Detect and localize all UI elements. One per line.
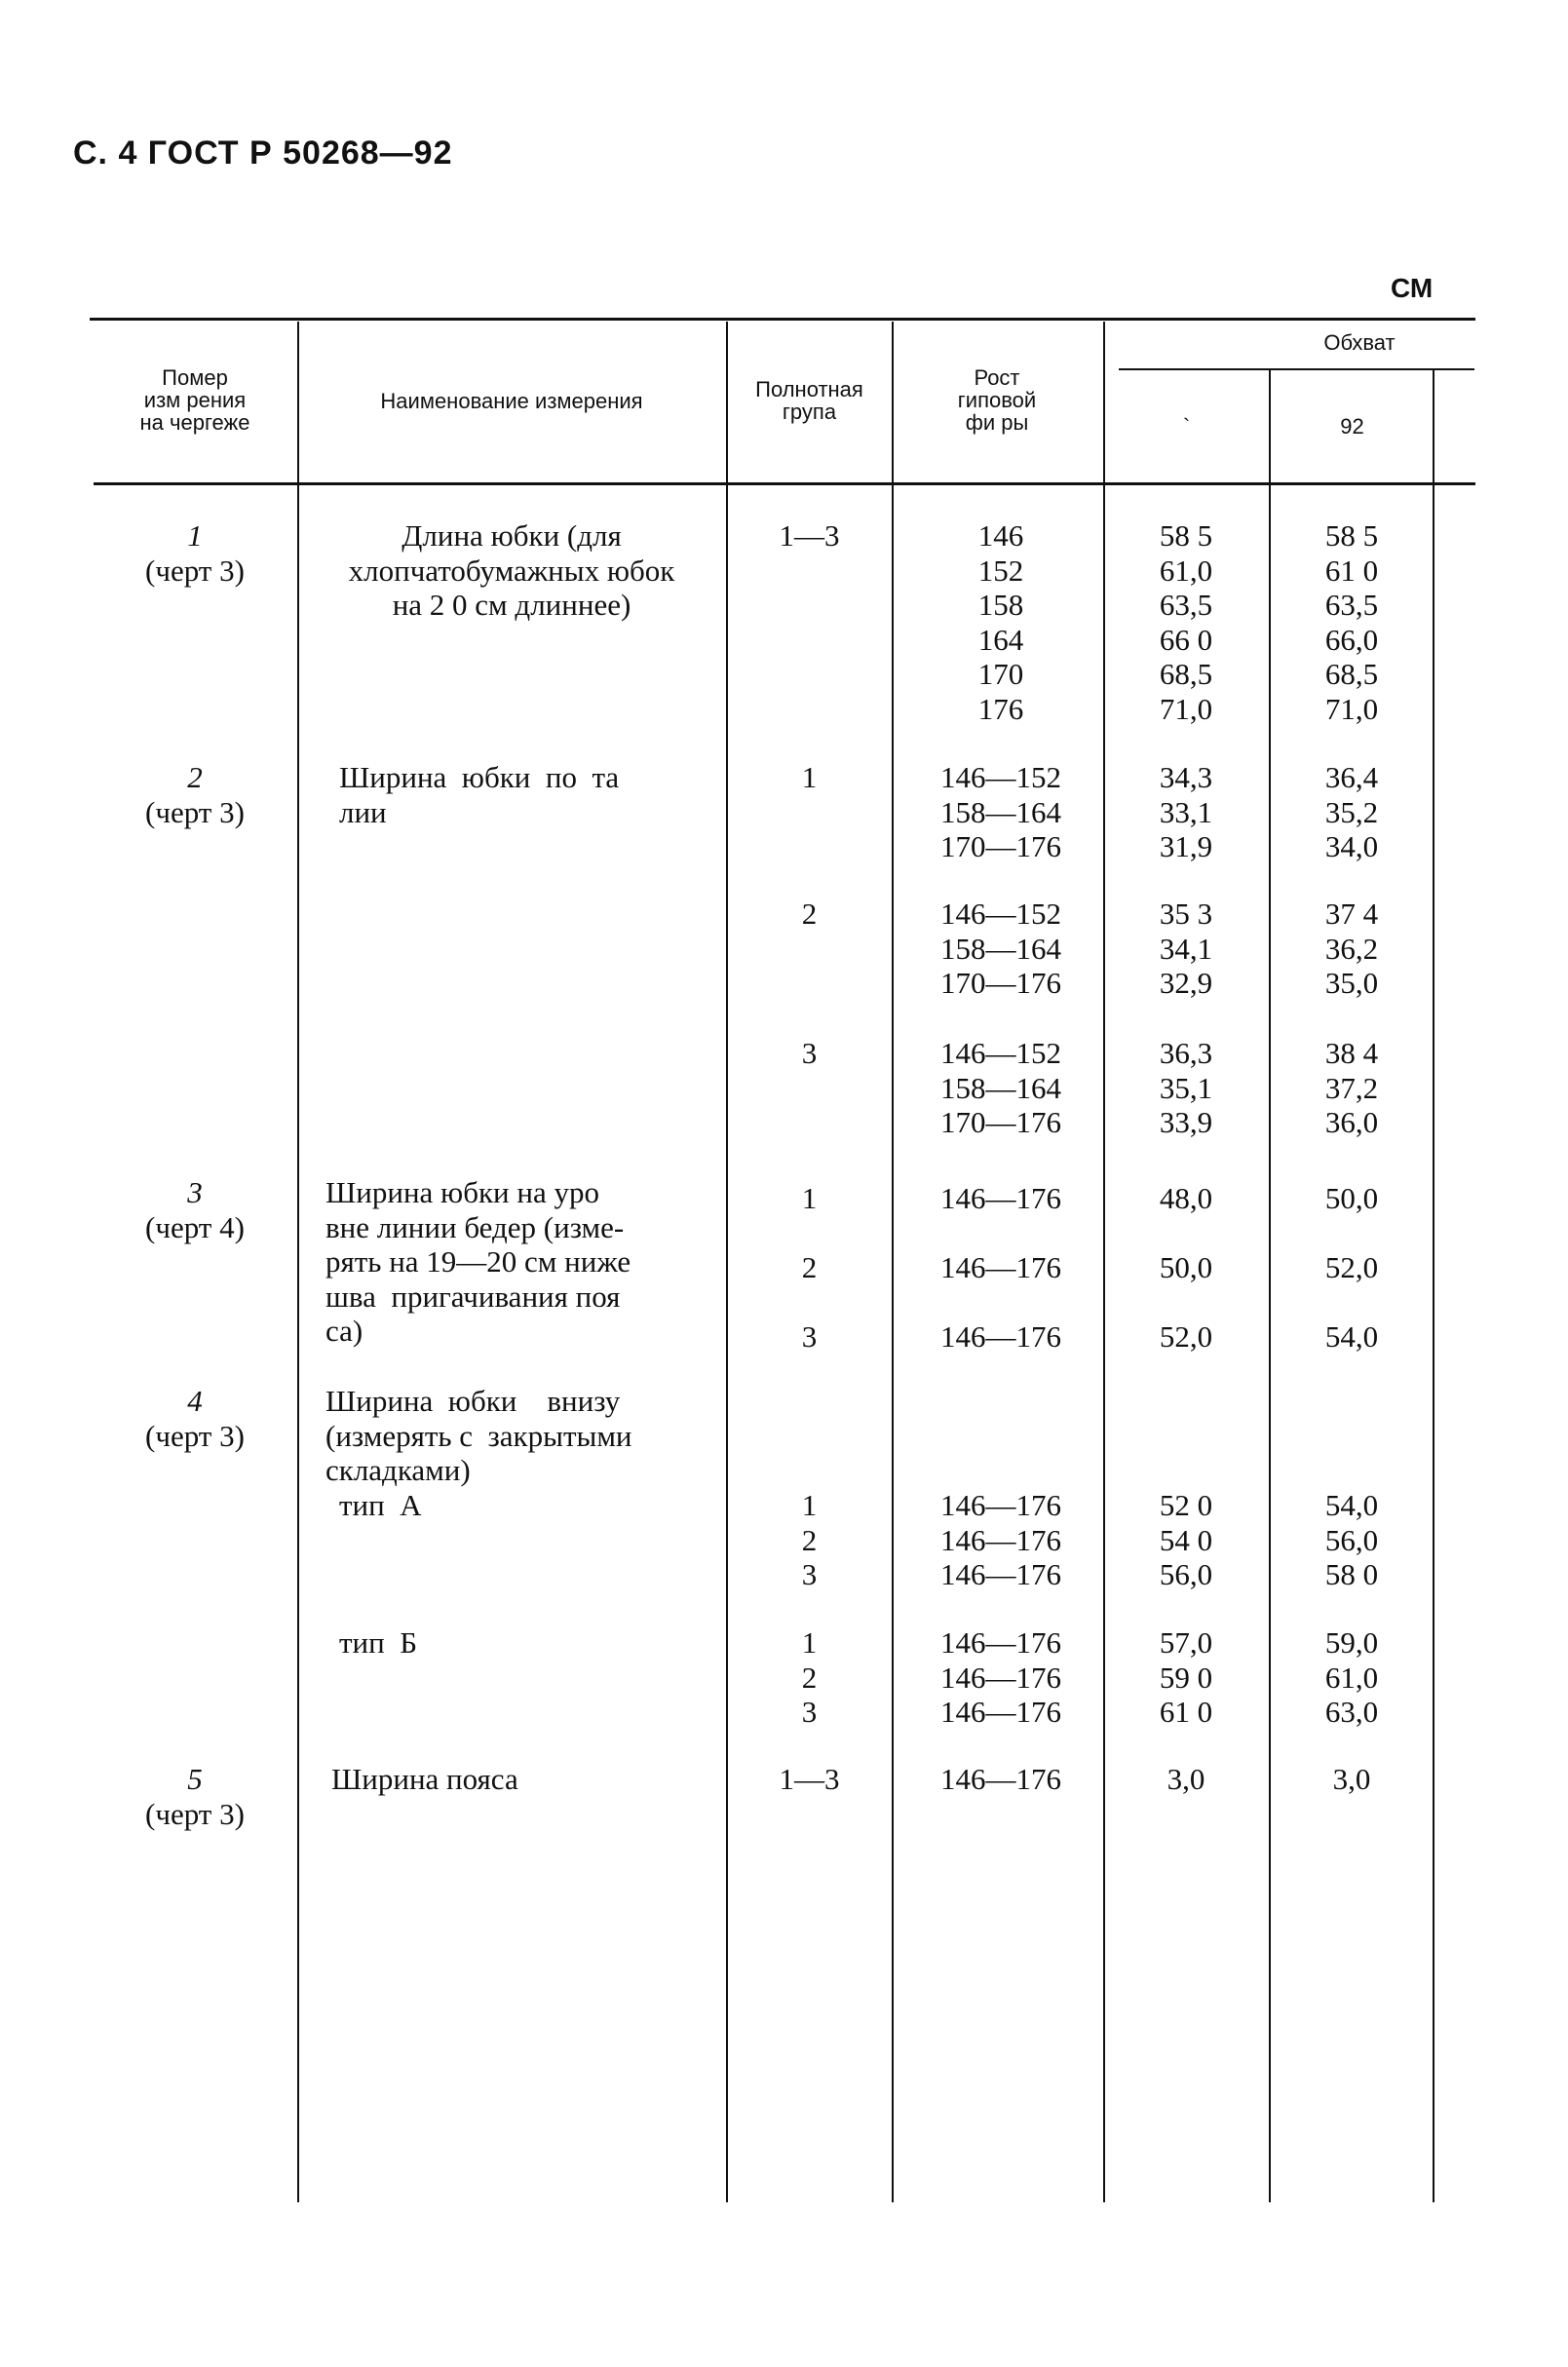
row-1-group: 1—3 [779, 518, 840, 553]
row-5-num [97, 1762, 292, 1831]
page-header: С. 4 ГОСТ Р 50268—92 [73, 134, 453, 172]
row-5-number: 5 [187, 1762, 203, 1796]
col-divider-3 [892, 322, 894, 2202]
row-3-number: 3 [187, 1175, 203, 1209]
row-2g3-heights: 146—152 158—164 170—176 [940, 1036, 1061, 1139]
row-3-num [97, 1175, 292, 1244]
row-4-num [97, 1384, 292, 1453]
row-3-name: Ширина юбки на уро вне линии бедер (изме- рять на 19—20 см ниже шва пригачивания поя са) [325, 1175, 631, 1348]
col-divider-2 [726, 322, 728, 2202]
row-4-name: Ширина юбки внизу (измерять с закрытыми складками) [325, 1384, 632, 1487]
row-2g2-heights: 146—152 158—164 170—176 [940, 897, 1061, 1000]
row-1-name: Длина юбки (для хлопчатобумажных юбок на 2 0 см длиннее) [348, 518, 675, 622]
row-4-values-b: 54,0 56,0 58 0 [1324, 1488, 1379, 1591]
row-5-values-b: 3,0 [1332, 1762, 1371, 1796]
row-4b-heights: 146—176 146—176 146—176 [940, 1625, 1061, 1729]
row-4-heights: 146—176 146—176 146—176 [940, 1488, 1061, 1591]
row-3-heights: 146—176 146—176 146—176 [940, 1181, 1061, 1354]
row-2-values-a: 34,3 33,1 31,9 [1159, 760, 1213, 863]
row-2-ref: (черт 3) [145, 794, 245, 829]
col-header-height: Рост гиповой фи ры [957, 365, 1037, 435]
row-3-group: 1 2 3 [801, 1181, 818, 1354]
row-2-values-b: 36,4 35,2 34,0 [1324, 760, 1379, 863]
row-4-type-b: тип Б [339, 1625, 418, 1660]
row-2-name: Ширина юбки по та лии [339, 760, 620, 829]
row-4-ref: (черт 3) [145, 1418, 245, 1453]
unit-label: СМ [1391, 273, 1434, 303]
col-header-group: Полнотная група [755, 377, 863, 424]
row-5-values-a: 3,0 [1166, 1762, 1205, 1796]
row-2g2-values-b: 37 4 36,2 35,0 [1324, 897, 1379, 1000]
col-header-girth-a: ` [1182, 414, 1191, 439]
row-2g2-group: 2 [801, 897, 818, 931]
girth-subheader-rule [1119, 368, 1474, 370]
row-4-type-a: тип А [339, 1488, 422, 1522]
row-3-values-b: 50,0 52,0 54,0 [1324, 1181, 1379, 1354]
col-header-name: Наименование измерения [380, 389, 643, 413]
row-1-heights: 146 152 158 164 170 176 [977, 518, 1024, 726]
row-4b-values-b: 59,0 61,0 63,0 [1324, 1625, 1379, 1729]
row-2-number: 2 [187, 760, 203, 794]
row-2-heights: 146—152 158—164 170—176 [940, 760, 1061, 863]
row-4b-group: 1 2 3 [801, 1625, 818, 1729]
col-divider-1 [297, 322, 299, 2202]
row-5-heights: 146—176 [940, 1762, 1061, 1796]
row-4b-values-a: 57,0 59 0 61 0 [1159, 1625, 1213, 1729]
row-5-group: 1—3 [779, 1762, 840, 1796]
row-4-group: 1 2 3 [801, 1488, 818, 1591]
row-3-ref: (черт 4) [145, 1209, 245, 1244]
table-top-rule [90, 318, 1475, 321]
row-1-number: 1 [187, 518, 203, 553]
col-header-num: Помер изм рения на чергеже [139, 365, 250, 435]
row-1-values-b: 58 5 61 0 63,5 66,0 68,5 71,0 [1324, 518, 1379, 726]
row-2-group: 1 [801, 760, 818, 794]
row-1-num [97, 518, 292, 588]
row-1-ref: (черт 3) [145, 553, 245, 588]
row-3-values-a: 48,0 50,0 52,0 [1159, 1181, 1213, 1354]
row-5-ref: (черт 3) [145, 1796, 245, 1831]
row-2g2-values-a: 35 3 34,1 32,9 [1159, 897, 1213, 1000]
row-2-num [97, 760, 292, 829]
row-2g3-group: 3 [801, 1036, 818, 1070]
row-2g3-values-b: 38 4 37,2 36,0 [1324, 1036, 1379, 1139]
row-4-values-a: 52 0 54 0 56,0 [1159, 1488, 1213, 1591]
row-1-values-a: 58 5 61,0 63,5 66 0 68,5 71,0 [1159, 518, 1213, 726]
row-4-number: 4 [187, 1384, 203, 1418]
row-2g3-values-a: 36,3 35,1 33,9 [1159, 1036, 1213, 1139]
col-header-girth-b: 92 [1340, 414, 1364, 439]
row-5-name: Ширина пояса [331, 1762, 518, 1796]
col-header-girth: Обхват [1323, 330, 1396, 355]
